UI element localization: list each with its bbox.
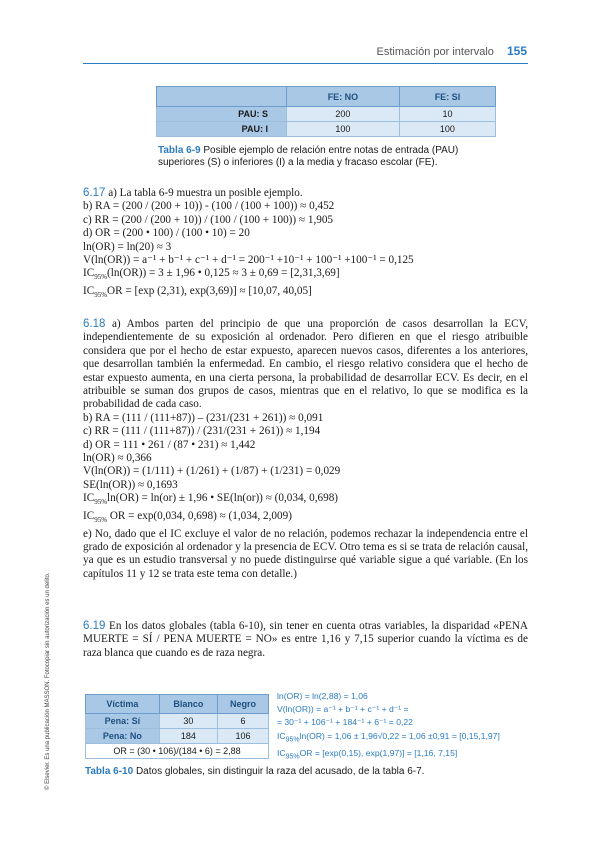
table-row: [157, 107, 496, 122]
header-rule: [83, 63, 528, 64]
table-6-10-caption: [85, 766, 535, 777]
row-header: PAU: I: [157, 122, 287, 137]
calc-line: [277, 747, 537, 764]
table-row: [86, 714, 269, 729]
table-cell: 10: [399, 107, 495, 122]
ic-symbol: IC: [83, 509, 95, 522]
answer-line: b) RA = (111 / (111+87)) – (231/(231 + 261)) ≈ 0,091: [83, 411, 324, 424]
exercise-number: 6.18: [83, 318, 106, 330]
answer-line: ln(OR) = ln(20) ≈ 3: [83, 240, 172, 253]
answer-paragraph: e) No, dado que el IC excluye el valor de no relación, podemos rechazar la independencia entre el grado de exposición al ordenador y la presencia de ECV. Otro tema es si se trata de relación causal, ya que es un estudio transversal y no puede distinguirse qué variable sigue a qué variable. (En los capítulos 11 y 12 se trata este tema con detalle.): [83, 527, 528, 580]
col-header: Negro: [217, 695, 268, 714]
caption-label: Tabla 6-10: [85, 766, 134, 777]
copyright-sidebar: © Elsevier. Es una publicación MASSON. Fotocopiar sin autorización es un delito.: [45, 572, 51, 790]
ic-text: OR = exp(0,034, 0,698) ≈ (1,034, 2,009): [107, 509, 292, 522]
section-title: Estimación por intervalo: [376, 46, 494, 58]
table-header-row: [157, 87, 496, 107]
ic-symbol: IC: [83, 492, 95, 505]
ic-subscript: 95%: [94, 516, 108, 525]
answer-text: a) Ambos parten del principio de que una proporción de casos desarrollan la ECV, independientemente de su exposición al ordenador. Pero difieren en que el riesgo atribuible considera que por el hecho de estar expuesto, aparecen nuevos casos, diferentes a los anteriores, que desarrollan también la enfermedad. En cambio, el riesgo relativo considera que el hecho de estar expuesto aumenta, en una cierta persona, la probabilidad de desarrollar ECV. Es decir, en el atribuible se suman dos grupos de casos, mientras que en el relativo, lo que se modifica es la probabilidad de cada caso.: [83, 318, 529, 411]
table-6-10-calculation: [277, 690, 537, 763]
table-6-10: [85, 694, 269, 759]
odds-ratio-line: OR = (30 • 106)/(184 • 6) = 2,88: [86, 744, 269, 759]
table-cell: 30: [159, 714, 217, 729]
table-cell: 100: [399, 122, 495, 137]
calc-line: V(ln(OR)) = a⁻¹ + b⁻¹ + c⁻¹ + d⁻¹ =: [277, 704, 409, 715]
col-header: FE: NO: [287, 87, 400, 107]
answer-line: d) OR = 111 • 261 / (87 • 231) ≈ 1,442: [83, 438, 256, 451]
caption-text: Datos globales, sin distinguir la raza del acusado, de la tabla 6-7.: [135, 766, 425, 777]
exercise-6-18: [83, 318, 528, 581]
answer-text: En los datos globales (tabla 6-10), sin tener en cuenta otras variables, la disparidad «PENA MUERTE = SÍ / PENA MUERTE = NO» es entre 1,16 y 7,15 superior cuando la víctima es de raza blanca que cuando es de raza negra.: [83, 620, 529, 659]
exercise-6-17: [83, 187, 528, 303]
caption-label: Tabla 6-9: [158, 145, 201, 156]
table-corner: [157, 87, 287, 107]
row-header: Pena: No: [86, 729, 160, 744]
answer-line: ln(OR) ≈ 0,366: [83, 452, 152, 465]
calc-line: = 30⁻¹ + 106⁻¹ + 184⁻¹ + 6⁻¹ = 0,22: [277, 717, 413, 728]
col-header: FE: SI: [399, 87, 495, 107]
ic-text: OR = [exp (2,31), exp(3,69)] ≈ [10,07, 40,05]: [107, 285, 312, 298]
running-header: [377, 44, 527, 58]
ic-subscript: 95%: [94, 291, 108, 300]
table-cell: 106: [217, 729, 268, 744]
table-row: [157, 122, 496, 137]
answer-line: [83, 285, 528, 303]
answer-line: [83, 510, 528, 528]
exercise-number: 6.17: [83, 187, 106, 199]
answer-line: V(ln(OR)) = (1/111) + (1/261) + (1/87) + (1/231) = 0,029: [83, 465, 341, 478]
answer-line: [83, 267, 528, 285]
answer-line: [83, 492, 528, 510]
answer-line: V(ln(OR)) = a⁻¹ + b⁻¹ + c⁻¹ + d⁻¹ = 200⁻¹ +10⁻¹ + 100⁻¹ +100⁻¹ = 0,125: [83, 254, 414, 267]
answer-paragraph: [83, 318, 528, 412]
table-cell: 6: [217, 714, 268, 729]
ic-text: (ln(OR)) = 3 ± 1,96 • 0,125 ≈ 3 ± 0,69 = [2,31,3,69]: [107, 267, 340, 280]
ic-symbol: IC: [277, 747, 286, 758]
ic-text: ln(OR) = ln(or) ± 1,96 • SE(ln(or)) ≈ (0,034, 0,698): [107, 492, 339, 505]
answer-line: d) OR = (200 • 100) / (100 • 10) = 20: [83, 227, 250, 240]
col-header: Blanco: [159, 695, 217, 714]
page-number: 155: [506, 44, 527, 58]
calc-line: [277, 730, 537, 747]
row-header: Pena: Sí: [86, 714, 160, 729]
ic-subscript: 95%: [94, 273, 108, 282]
table-cell: 200: [287, 107, 400, 122]
answer-line: c) RR = (200 / (200 + 10)) / (100 / (100 + 100)) ≈ 1,905: [83, 213, 334, 226]
ic-text: OR = [exp(0,15), exp(1,97)] = [1,16, 7,15]: [299, 747, 458, 758]
table-corner: Víctima: [86, 695, 160, 714]
table-cell: 184: [159, 729, 217, 744]
table-header-row: [86, 695, 269, 714]
calc-line: ln(OR) = ln(2,88) = 1,06: [277, 691, 368, 701]
table-row: [86, 744, 269, 759]
ic-subscript: 95%: [285, 736, 300, 744]
table-cell: 100: [287, 122, 400, 137]
ic-subscript: 95%: [94, 498, 108, 507]
caption-text: Posible ejemplo de relación entre notas de entrada (PAU) superiores (S) o inferiores (I) a la media y fracaso escolar (FE).: [158, 145, 459, 168]
ic-symbol: IC: [83, 267, 95, 280]
ic-symbol: IC: [277, 730, 286, 741]
ic-symbol: IC: [83, 285, 95, 298]
table-6-9-caption: [158, 145, 498, 169]
exercise-6-19: [83, 620, 528, 660]
answer-line: c) RR = (111 / (111+87)) / (231/(231 + 261)) ≈ 1,194: [83, 425, 321, 438]
ic-text: ln(OR) = 1,06 ± 1,96√0,22 = 1,06 ±0,91 = [0,15,1,97]: [299, 730, 500, 741]
ic-subscript: 95%: [285, 753, 300, 761]
table-6-9: [156, 86, 496, 137]
answer-line: SE(ln(OR)) ≈ 0,1693: [83, 478, 178, 491]
answer-line: a) La tabla 6-9 muestra un posible ejemplo.: [108, 187, 303, 199]
table-row: [86, 729, 269, 744]
exercise-number: 6.19: [83, 620, 106, 632]
answer-line: b) RA = (200 / (200 + 10)) - (100 / (100 + 100)) ≈ 0,452: [83, 200, 335, 213]
row-header: PAU: S: [157, 107, 287, 122]
